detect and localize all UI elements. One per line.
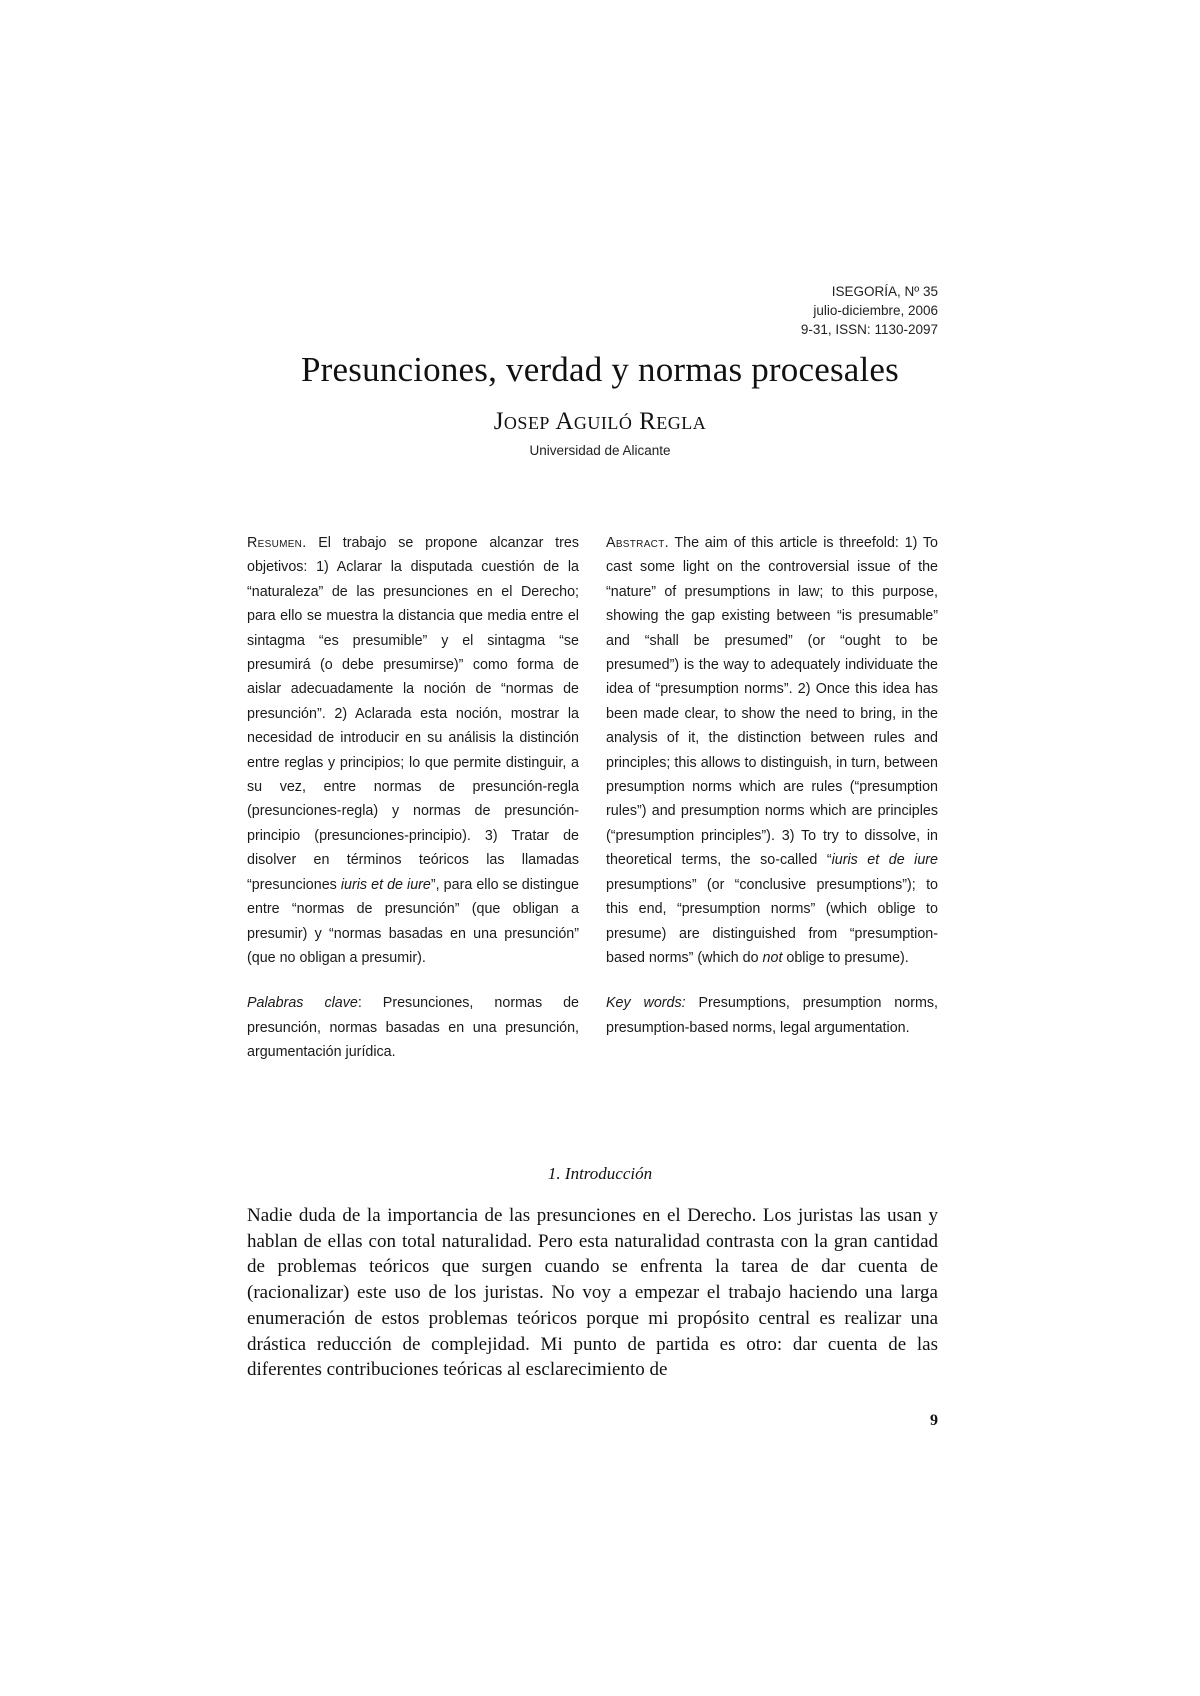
abstract-keywords-text: Presumptions, presumption norms, presumption-based norms, legal argumentation.: [606, 995, 938, 1036]
abstract-text-3: oblige to presume).: [782, 949, 909, 966]
abstract-text-1: The aim of this article is threefold: 1) To cast some light on the controversial issue of the “nature” of presumptions in law; to this purpose, showing the gap existing between “is presumable” and “shall be presumed” (or “ought to be presumed”) is the way to adequately individuate the idea of “presumption norms”. 2) Once this idea has been made clear, to show the need to bring, in the analysis of it, the distinction between rules and principles; this allows to distinguish, in turn, between presumption norms which are rules (“presumption rules”) and presumption norms which are principles (“presumption principles”). 3) To try to dissolve, in theoretical terms, the so-called “: [606, 535, 938, 869]
resumen-paragraph: [247, 531, 579, 970]
section-heading: 1. Introducción: [547, 1164, 653, 1183]
resumen-column: [247, 531, 579, 1065]
abstract-column: [606, 531, 938, 1040]
abstract-paragraph: [606, 531, 938, 970]
author-affiliation: Universidad de Alicante: [529, 443, 671, 458]
journal-name: ISEGORÍA, Nº 35: [831, 284, 938, 299]
resumen-text-1: El trabajo se propone alcanzar tres objetivos: 1) Aclarar la disputada cuestión de la “naturaleza” de las presunciones en el Derecho; para ello se muestra la distancia que media entre el sintagma “es presumible” y el sintagma “se presumirá (o debe presumirse)” como forma de aislar adecuadamente la noción de “normas de presunción”. 2) Aclarada esta noción, mostrar la necesidad de introducir en su análisis la distinción entre reglas y principios; lo que permite distinguir, a su vez, entre normas de presunción-regla (presunciones-regla) y normas de presunción-principio (presunciones-principio). 3) Tratar de disolver en términos teóricos las llamadas “presunciones: [247, 535, 579, 893]
resumen-keywords-text: : Presunciones, normas de presunción, normas basadas en una presunción, argumentación jurídica.: [247, 995, 580, 1061]
resumen-text-2: ”, para ello se distingue entre “normas de presunción” (que obligan a presumir) y “normas basadas en una presunción” (que no obligan a presumir).: [247, 876, 580, 966]
abstract-keywords: [606, 991, 938, 1040]
resumen-keywords: [247, 991, 579, 1064]
intro-paragraph: Nadie duda de la importancia de las presunciones en el Derecho. Los juristas las usan y hablan de ellas con total naturalidad. Pero esta naturalidad contrasta con la gran cantidad de problemas teóricos que surgen cuando se enfrenta la tarea de dar cuenta de (racionalizar) este uso de los juristas. No voy a empezar el trabajo haciendo una larga enumeración de estos problemas teóricos porque mi propósito central es realizar una drástica reducción de complejidad. Mi punto de partida es otro: dar cuenta de las diferentes contribuciones teóricas al esclarecimiento de: [247, 1205, 938, 1381]
journal-header: [801, 282, 938, 339]
abstract-text-2: presumptions” (or “conclusive presumptions”); to this end, “presumption norms” (which oblige to presume) are distinguished from “presumption-based norms” (which do: [606, 876, 938, 966]
body-text: [247, 1203, 938, 1383]
abstract-label: Abstract.: [606, 535, 669, 551]
resumen-latin-term: iuris et de iure: [340, 876, 431, 893]
article-title: Presunciones, verdad y normas procesales: [301, 350, 899, 389]
resumen-label: Resumen.: [247, 535, 307, 551]
abstract-latin-term: iuris et de iure: [831, 852, 938, 869]
pages-issn: 9-31, ISSN: 1130-2097: [800, 322, 938, 337]
abstract-keywords-label: Key words:: [606, 995, 686, 1012]
page-number: 9: [930, 1412, 938, 1429]
resumen-keywords-label: Palabras clave: [247, 995, 358, 1012]
article-author: Josep Aguiló Regla: [493, 408, 707, 435]
issue-date: julio-diciembre, 2006: [813, 303, 938, 318]
abstract-emphasis-not: not: [762, 949, 783, 966]
